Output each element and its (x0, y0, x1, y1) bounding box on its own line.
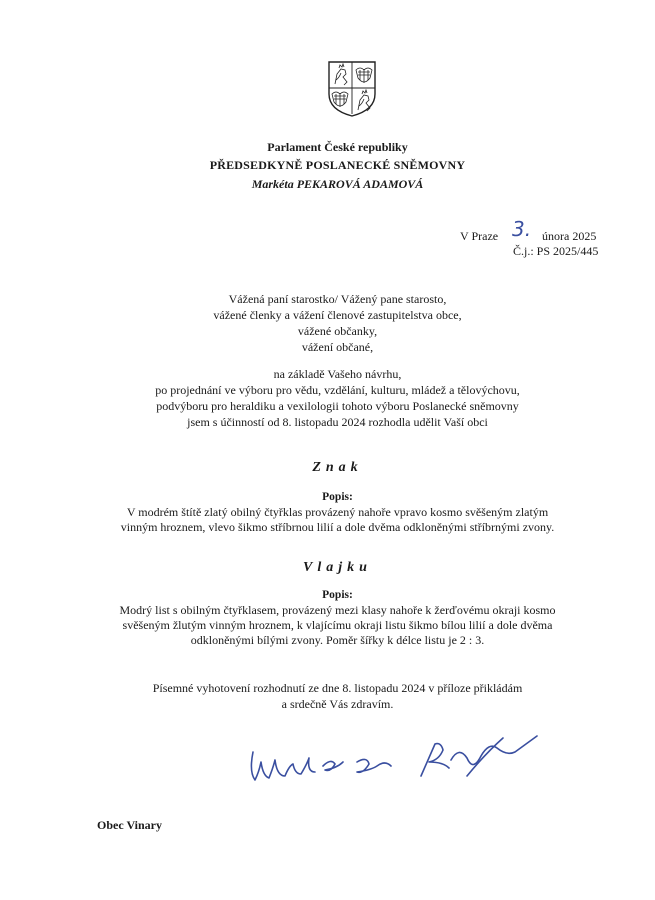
recipient-name: Obec Vinary (97, 818, 162, 832)
czech-coat-of-arms-icon (327, 60, 377, 118)
vlajka-popis-label: Popis: (322, 589, 353, 601)
sender-name: Markéta PEKAROVÁ ADAMOVÁ (251, 177, 424, 191)
znak-heading: Znak (312, 460, 363, 475)
intro-line: jsem s účinností od 8. listopadu 2024 rozhodla udělit Vaší obci (187, 415, 488, 429)
vlajka-description-line: odkloněnými bílými zvony. Poměr šířky k délce listu je 2 : 3. (190, 633, 485, 647)
date-place: V Praze (460, 229, 499, 243)
reference-number: Č.j.: PS 2025/445 (513, 244, 599, 258)
znak-description-line: vinným hroznem, vlevo šikmo stříbrnou lilií a dole dvěma odkloněnými stříbrnými zvony. (120, 520, 555, 534)
greeting-line: vážené členky a vážení členové zastupitelstva obce, (213, 308, 462, 322)
vlajka-description (60, 603, 615, 648)
date-month-year: února 2025 (542, 229, 597, 243)
closing-line: Písemné vyhotovení rozhodnutí ze dne 8. listopadu 2024 v příloze přikládám (152, 681, 523, 695)
greeting-line: vážení občané, (301, 340, 374, 354)
znak-description-line: V modrém štítě zlatý obilný čtyřklas provázený nahoře vpravo kosmo svěšeným zlatým (126, 505, 549, 519)
intro-line: po projednání ve výboru pro vědu, vzdělání, kulturu, mládež a tělovýchovu, (155, 383, 520, 397)
vlajka-heading: Vlajku (303, 560, 372, 575)
closing-paragraph (60, 680, 615, 712)
date-block (460, 217, 620, 259)
intro-paragraph (60, 366, 615, 430)
handwritten-signature (245, 732, 545, 792)
znak-description (60, 505, 615, 535)
intro-line: na základě Vašeho návrhu, (273, 367, 402, 381)
greeting-line: vážené občanky, (297, 324, 378, 338)
intro-line: podvýboru pro heraldiku a vexilologii tohoto výboru Poslanecké sněmovny (156, 399, 519, 413)
greeting (60, 291, 615, 355)
closing-line: a srdečně Vás zdravím. (281, 697, 394, 711)
greeting-line: Vážená paní starostko/ Vážený pane starosto, (228, 292, 447, 306)
institution-name: Parlament České republiky (267, 140, 408, 154)
znak-popis-label: Popis: (322, 491, 353, 503)
office-title: PŘEDSEDKYNĚ POSLANECKÉ SNĚMOVNY (209, 158, 466, 172)
vlajka-description-line: svěšeným žlutým vinným hroznem, k vlajícímu okraji listu šikmo bílou lilií a dole dvěma (122, 618, 553, 632)
vlajka-description-line: Modrý list s obilným čtyřklasem, provázený mezi klasy nahoře k žerďovému okraji kosmo (119, 603, 556, 617)
date-day-handwritten: 3. (512, 217, 532, 241)
